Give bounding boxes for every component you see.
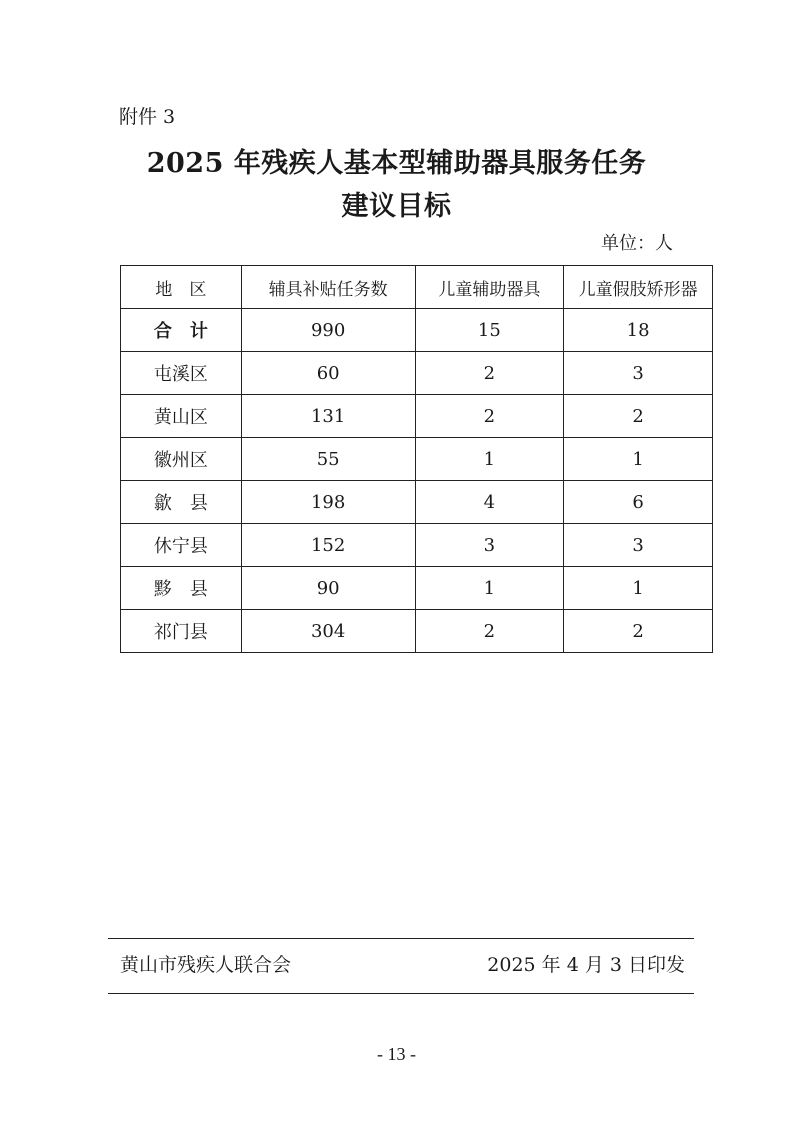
region-cell: 徽州区 bbox=[121, 438, 242, 481]
table-row bbox=[121, 438, 713, 481]
child-prosthetics-cell: 1 bbox=[564, 567, 713, 610]
table-header-row bbox=[121, 266, 713, 309]
header-region: 地 区 bbox=[121, 266, 242, 309]
subsidy-tasks-cell: 990 bbox=[241, 309, 415, 352]
page-number: - 13 - bbox=[377, 1044, 416, 1064]
child-prosthetics-cell: 2 bbox=[564, 610, 713, 653]
header-subsidy-tasks: 辅具补贴任务数 bbox=[241, 266, 415, 309]
child-aids-cell: 2 bbox=[415, 395, 564, 438]
region-cell: 休宁县 bbox=[121, 524, 242, 567]
child-prosthetics-cell: 6 bbox=[564, 481, 713, 524]
child-aids-cell: 15 bbox=[415, 309, 564, 352]
unit-label: 单位：人 bbox=[601, 233, 673, 254]
subsidy-tasks-cell: 152 bbox=[241, 524, 415, 567]
subsidy-tasks-cell: 304 bbox=[241, 610, 415, 653]
child-prosthetics-cell: 3 bbox=[564, 352, 713, 395]
table-row bbox=[121, 524, 713, 567]
region-cell: 屯溪区 bbox=[121, 352, 242, 395]
table-row bbox=[121, 610, 713, 653]
region-cell: 黄山区 bbox=[121, 395, 242, 438]
document-title-line-2: 建议目标 bbox=[341, 191, 452, 222]
child-aids-cell: 3 bbox=[415, 524, 564, 567]
child-aids-cell: 4 bbox=[415, 481, 564, 524]
subsidy-tasks-cell: 198 bbox=[241, 481, 415, 524]
child-aids-cell: 1 bbox=[415, 438, 564, 481]
region-cell: 合 计 bbox=[121, 309, 242, 352]
table-row bbox=[121, 352, 713, 395]
header-child-aids: 儿童辅助器具 bbox=[415, 266, 564, 309]
footer-rule-bottom bbox=[108, 993, 694, 994]
task-target-table bbox=[120, 265, 713, 653]
region-cell: 黟 县 bbox=[121, 567, 242, 610]
table-row-total bbox=[121, 309, 713, 352]
subsidy-tasks-cell: 131 bbox=[241, 395, 415, 438]
header-child-prosthetics: 儿童假肢矫形器 bbox=[564, 266, 713, 309]
child-aids-cell: 1 bbox=[415, 567, 564, 610]
footer-rule-top bbox=[108, 938, 694, 939]
issuer-name: 黄山市残疾人联合会 bbox=[120, 954, 292, 976]
table-row bbox=[121, 567, 713, 610]
subsidy-tasks-cell: 55 bbox=[241, 438, 415, 481]
child-aids-cell: 2 bbox=[415, 610, 564, 653]
issue-date: 2025 年 4 月 3 日印发 bbox=[487, 954, 685, 976]
child-prosthetics-cell: 18 bbox=[564, 309, 713, 352]
subsidy-tasks-cell: 60 bbox=[241, 352, 415, 395]
attachment-label: 附件 3 bbox=[119, 106, 176, 128]
table-row bbox=[121, 395, 713, 438]
region-cell: 歙 县 bbox=[121, 481, 242, 524]
document-title-line-1: 2025 年残疾人基本型辅助器具服务任务 bbox=[146, 148, 647, 179]
table-row bbox=[121, 481, 713, 524]
subsidy-tasks-cell: 90 bbox=[241, 567, 415, 610]
child-prosthetics-cell: 2 bbox=[564, 395, 713, 438]
region-cell: 祁门县 bbox=[121, 610, 242, 653]
child-prosthetics-cell: 1 bbox=[564, 438, 713, 481]
child-aids-cell: 2 bbox=[415, 352, 564, 395]
child-prosthetics-cell: 3 bbox=[564, 524, 713, 567]
